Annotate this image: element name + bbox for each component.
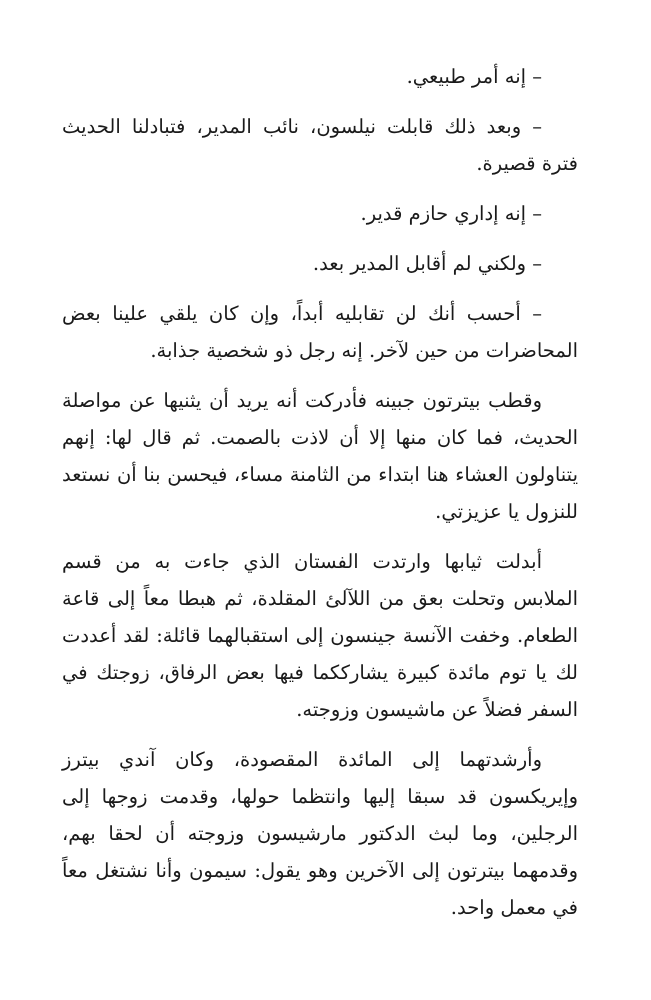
- narrative-paragraph-1: وقطب بيترتون جبينه فأدركت أنه يريد أن يثنيها عن مواصلة الحديث، فما كان منها إلا أن لاذت بالصمت. ثم قال لها: إنهم يتناولون العشاء هنا ابتداء من الثامنة مساء، فيحسن بنا أن نستعد للنزول يا عزيزتي.: [62, 389, 578, 523]
- book-page: [62, 58, 578, 939]
- dialogue-line-2: – وبعد ذلك قابلت نيلسون، نائب المدير، فتبادلنا الحديث فترة قصيرة.: [62, 115, 578, 175]
- dialogue-line-3: – إنه إداري حازم قدير.: [360, 202, 542, 225]
- dialogue-line-1: – إنه أمر طبيعي.: [406, 65, 542, 88]
- dialogue-line-5: – أحسب أنك لن تقابليه أبداً، وإن كان يلقي علينا بعض المحاضرات من حين لآخر. إنه رجل ذو شخصية جذابة.: [62, 302, 578, 362]
- narrative-paragraph-3: وأرشدتهما إلى المائدة المقصودة، وكان آندي بيترز وإيريكسون قد سبقا إليها وانتظما حولها، وقدمت زوجها إلى الرجلين، وما لبث الدكتور مارشيسون وزوجته أن لحقا بهم، وقدمهما بيترتون إلى الآخرين وهو يقول: سيمون وأنا نشتغل معاً في معمل واحد.: [62, 748, 578, 919]
- dialogue-line-4: – ولكني لم أقابل المدير بعد.: [312, 252, 542, 275]
- narrative-paragraph-2: أبدلت ثيابها وارتدت الفستان الذي جاءت به من قسم الملابس وتحلت بعق من اللآلئ المقلدة، ثم هبطا معاً إلى قاعة الطعام. وخفت الآنسة جينسون إلى استقبالهما قائلة: لقد أعددت لك يا توم مائدة كبيرة يشارككما فيها بعض الرفاق، زوجتك في السفر فضلاً عن ماشيسون وزوجته.: [62, 550, 578, 721]
